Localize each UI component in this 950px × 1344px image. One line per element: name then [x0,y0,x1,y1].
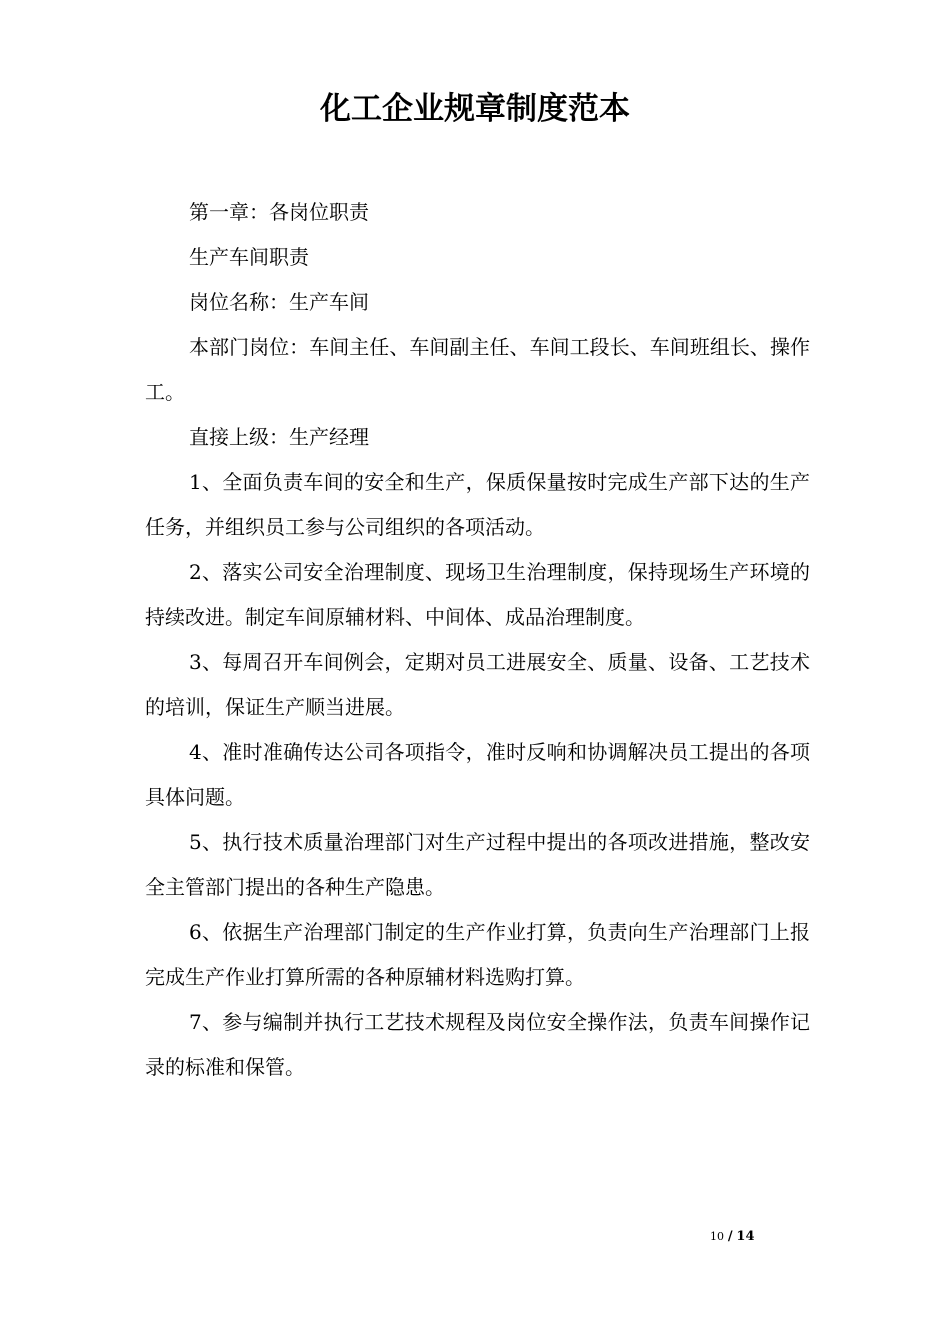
paragraph-department-positions: 本部门岗位：车间主任、车间副主任、车间工段长、车间班组长、操作工。 [145,335,810,404]
paragraph-section-heading: 生产车间职责 [189,245,309,269]
page-number [710,1228,810,1245]
paragraph-duty-7: 7、参与编制并执行工艺技术规程及岗位安全操作法，负责车间操作记录的标准和保管。 [145,1010,810,1079]
current-page-number: 10 [710,1230,724,1243]
paragraph-duty-3: 3、每周召开车间例会，定期对员工进展安全、质量、设备、工艺技术的培训，保证生产顺当进展。 [145,650,810,719]
paragraph-duty-1: 1、全面负责车间的安全和生产，保质保量按时完成生产部下达的生产任务，并组织员工参与公司组织的各项活动。 [145,470,810,539]
document-title: 化工企业规章制度范本 [320,91,630,127]
paragraph-duty-6: 6、依据生产治理部门制定的生产作业打算，负责向生产治理部门上报完成生产作业打算所需的各种原辅材料选购打算。 [145,920,810,989]
paragraph-chapter-heading: 第一章：各岗位职责 [189,200,369,224]
paragraph-duty-5: 5、执行技术质量治理部门对生产过程中提出的各项改进措施，整改安全主管部门提出的各种生产隐患。 [145,830,810,899]
document-body [145,190,810,1090]
paragraph-position-name: 岗位名称：生产车间 [189,290,369,314]
paragraph-duty-4: 4、准时准确传达公司各项指令，准时反响和协调解决员工提出的各项具体问题。 [145,740,810,809]
paragraph-duty-2: 2、落实公司安全治理制度、现场卫生治理制度，保持现场生产环境的持续改进。制定车间原辅材料、中间体、成品治理制度。 [145,560,810,629]
page-number-separator: / [727,1229,733,1244]
paragraph-direct-superior: 直接上级：生产经理 [189,425,369,449]
total-page-count: 14 [736,1229,755,1244]
